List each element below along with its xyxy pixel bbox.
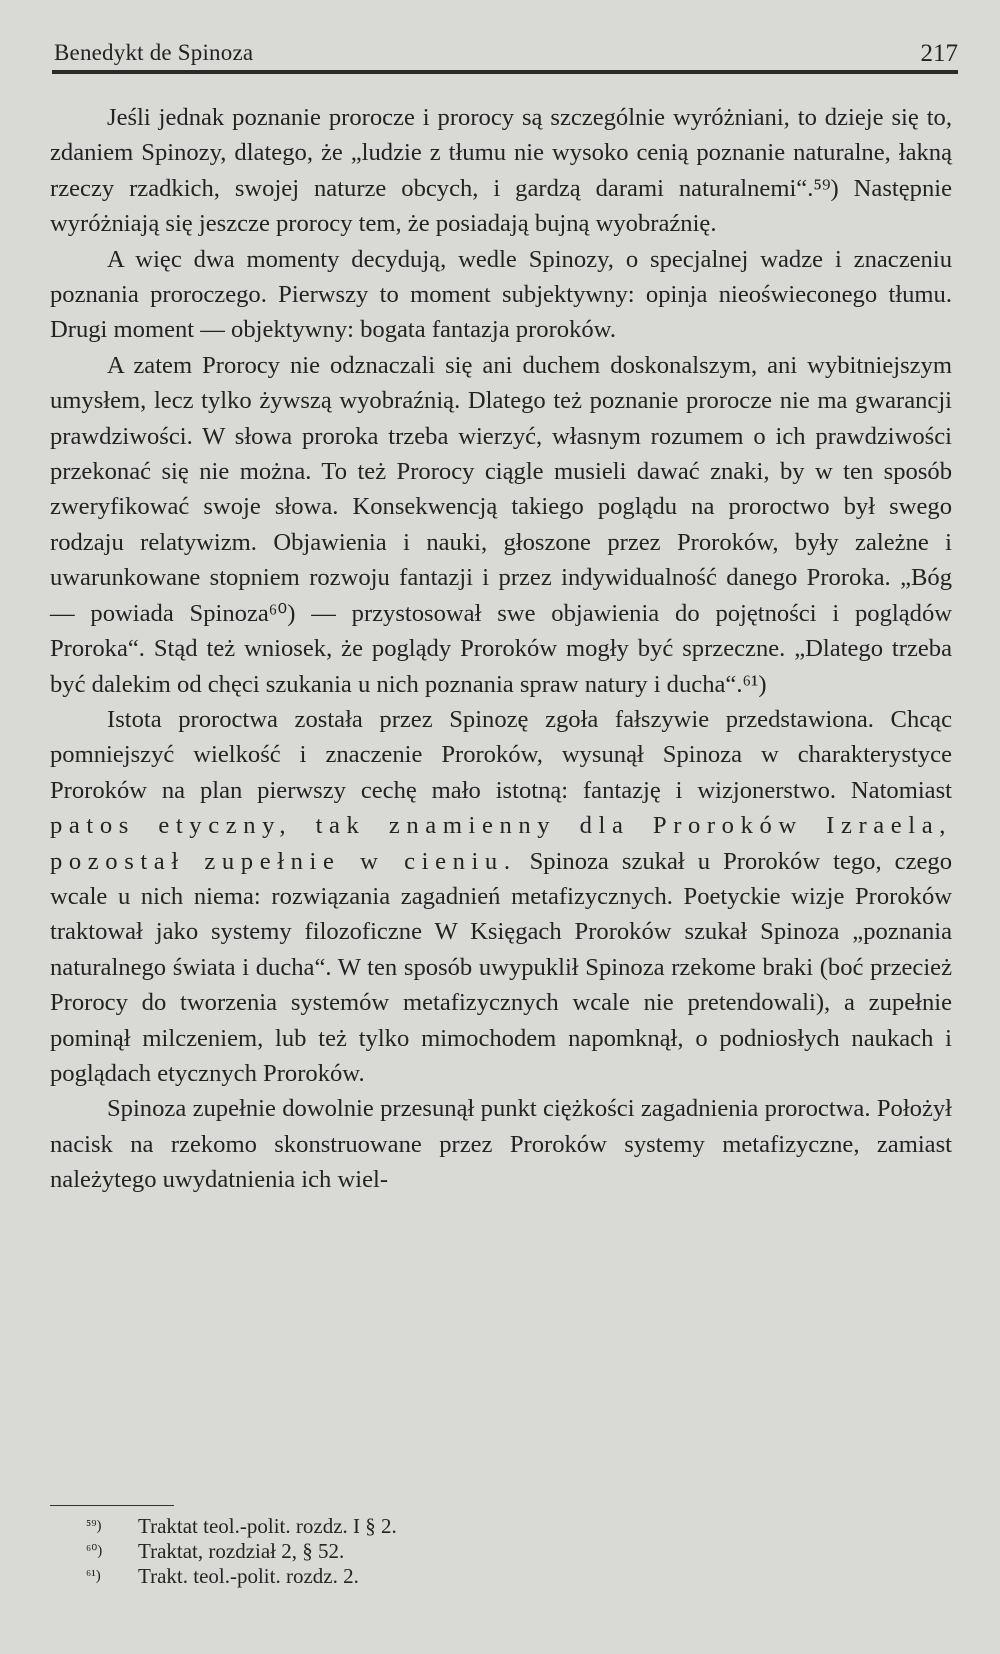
footnote-mark: ⁶⁰) xyxy=(86,1543,103,1559)
footnote-mark: ⁶¹) xyxy=(86,1568,101,1584)
paragraph-3: A zatem Prorocy nie odznaczali się ani duchem doskonalszym, ani wybitniejszym umysłem, lecz tylko żywszą wyobraźnią. Dlatego też poznanie prorocze nie ma gwarancji prawdziwości. W słowa proroka trzeba wierzyć, własnym rozumem o ich prawdziwości przekonać się nie można. To też Prorocy ciągle musieli dawać znaki, by w ten sposób zweryfikować swoje słowa. Konsekwencją takiego poglądu na proroctwo był swego rodzaju relatywizm. Objawienia i nauki, głoszone przez Proroków, były zależne i uwarunkowane stopniem rozwoju fantazji i przez indywidualność danego Proroka. „Bóg — powiada Spinoza⁶⁰) — przystosował swe objawienia do pojętności i poglądów Proroka“. Stąd też wniosek, że poglądy Proroków mogły być sprzeczne. „Dlatego trzeba być dalekim od chęci szukania u nich poznania spraw natury i ducha“.⁶¹) xyxy=(50,351,952,698)
body-text xyxy=(50,100,952,1198)
running-title: Benedykt de Spinoza xyxy=(54,40,254,65)
header-rule xyxy=(52,70,958,74)
paragraph-2: A więc dwa momenty decydują, wedle Spinozy, o specjalnej wadze i znaczeniu poznania proroczego. Pierwszy to moment subjektywny: opinja nieoświeconego tłumu. Drugi moment — objektywny: bogata fantazja proroków. xyxy=(50,245,952,344)
footnote-mark: ⁵⁹) xyxy=(86,1518,102,1534)
paragraph-4 xyxy=(50,702,952,1091)
footnote-rule xyxy=(50,1505,174,1506)
footnote-text: Traktat teol.-polit. rozdz. I § 2. xyxy=(138,1514,397,1538)
page-number: 217 xyxy=(920,40,958,67)
paragraph-4-start: Istota proroctwa została przez Spinozę zgoła fałszywie przedstawiona. Chcąc pomniejszyć wielkość i znaczenie Proroków, wysunął Spinoza w charakterystyce Proroków na plan pierwszy cechę mało istotną: fantazję i wizjonerstwo. Natomiast xyxy=(50,705,952,804)
footnote-61 xyxy=(86,1564,786,1589)
footnotes xyxy=(86,1514,786,1589)
spaced-emphasis: patos etyczny, tak znamienny dla Proroków Izraela, pozostał zupełnie w cieniu. xyxy=(50,812,952,875)
running-head xyxy=(52,36,958,72)
paragraph-1: Jeśli jednak poznanie prorocze i prorocy są szczególnie wyróżniani, to dzieje się to, zdaniem Spinozy, dlatego, że „ludzie z tłumu nie wysoko cenią poznanie naturalne, łakną rzeczy rzadkich, swojej naturze obcych, i gardzą darami naturalnemi“.⁵⁹) Następnie wyróżniają się jeszcze prorocy tem, że posiadają bujną wyobraźnię. xyxy=(50,104,952,238)
paragraph-4-end: Spinoza szukał u Proroków tego, czego wcale u nich niema: rozwiązania zagadnień metafizycznych. Poetyckie wizje Proroków traktował jako systemy filozoficzne W Księgach Proroków szukał Spinoza „poznania naturalnego świata i ducha“. W ten sposób uwypuklił Spinoza rzekome braki (boć przecież Prorocy do tworzenia systemów metafizycznych wcale nie pretendowali), a zupełnie pominął milczeniem, lub też tylko mimochodem napomknął, o podniosłych naukach i poglądach etycznych Proroków. xyxy=(50,847,952,1087)
footnote-59 xyxy=(86,1514,786,1539)
paragraph-5: Spinoza zupełnie dowolnie przesunął punkt ciężkości zagadnienia proroctwa. Położył nacisk na rzekomo skonstruowane przez Proroków systemy metafizyczne, zamiast należytego uwydatnienia ich wiel- xyxy=(50,1095,952,1194)
footnote-text: Trakt. teol.-polit. rozdz. 2. xyxy=(138,1564,359,1588)
footnote-text: Traktat, rozdział 2, § 52. xyxy=(138,1539,345,1563)
footnote-60 xyxy=(86,1539,786,1564)
